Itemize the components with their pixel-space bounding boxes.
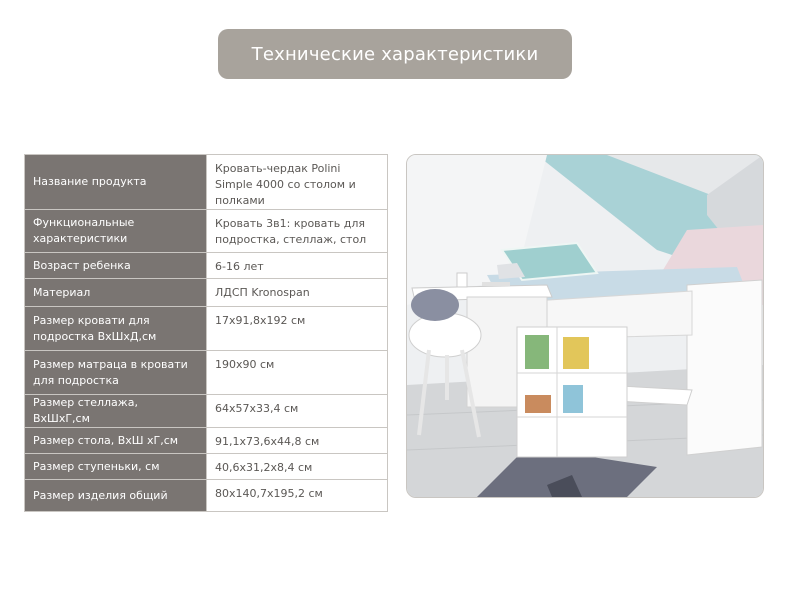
spec-key: Функциональные характеристики — [25, 210, 207, 253]
table-row — [25, 454, 388, 480]
product-photo — [406, 154, 764, 498]
spec-key: Размер кровати для подростка ВхШхД,см — [25, 307, 207, 351]
spec-key: Возраст ребенка — [25, 253, 207, 279]
spec-key: Размер стола, ВхШ хГ,см — [25, 428, 207, 454]
specs-table — [24, 154, 388, 512]
spec-value: 80х140,7х195,2 см — [207, 480, 388, 512]
spec-key: Размер стеллажа, ВхШхГ,см — [25, 395, 207, 428]
spec-value: ЛДСП Kronospan — [207, 279, 388, 307]
spec-value: 64х57х33,4 см — [207, 395, 388, 428]
table-row — [25, 279, 388, 307]
spec-value: 6-16 лет — [207, 253, 388, 279]
table-row — [25, 351, 388, 395]
spec-value: 190х90 см — [207, 351, 388, 395]
table-row — [25, 210, 388, 253]
spec-value: 17х91,8х192 см — [207, 307, 388, 351]
table-row — [25, 480, 388, 512]
spec-value: Кровать-чердак Polini Simple 4000 со столом и полками — [207, 155, 388, 210]
section-title-text: Технические характеристики — [251, 43, 539, 65]
table-row — [25, 428, 388, 454]
loft-bed-illustration — [407, 155, 763, 497]
spec-key: Материал — [25, 279, 207, 307]
spec-value: Кровать 3в1: кровать для подростка, стеллаж, стол — [207, 210, 388, 253]
spec-key: Размер матраца в кровати для подростка — [25, 351, 207, 395]
table-row — [25, 395, 388, 428]
spec-key: Размер изделия общий — [25, 480, 207, 512]
spec-value: 40,6х31,2х8,4 см — [207, 454, 388, 480]
table-row — [25, 307, 388, 351]
table-row — [25, 155, 388, 210]
table-row — [25, 253, 388, 279]
spec-key: Размер ступеньки, см — [25, 454, 207, 480]
spec-value: 91,1х73,6х44,8 см — [207, 428, 388, 454]
spec-key: Название продукта — [25, 155, 207, 210]
section-title — [218, 29, 572, 79]
